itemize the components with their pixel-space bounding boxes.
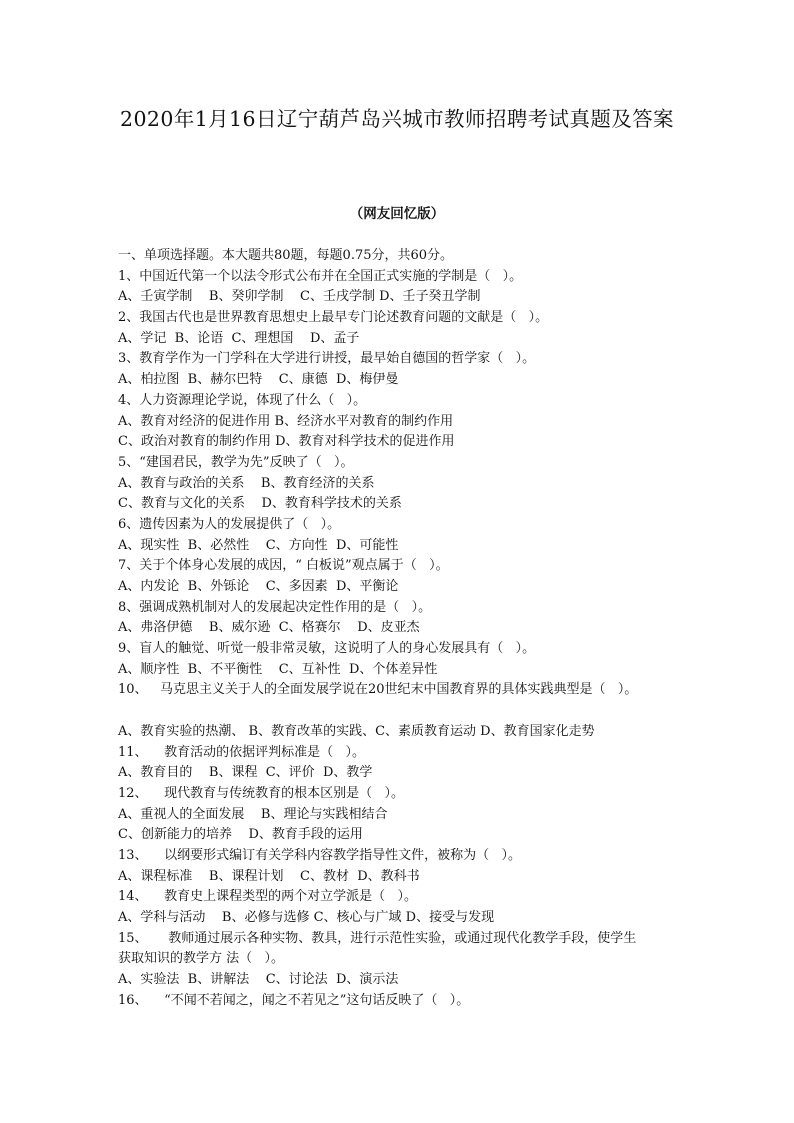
answer-options: A、学科与活动 B、必修与选修 C、核心与广域 D、接受与发现 xyxy=(118,910,495,925)
answer-options: A、教育目的 B、课程 C、评价 D、教学 xyxy=(118,765,373,781)
question-text: 5、“建国君民，教学为先”反映了（ ）。 xyxy=(118,454,354,470)
question-text: 9、盲人的触觉、听觉一般非常灵敏，这说明了人的身心发展具有（ ）。 xyxy=(118,641,536,657)
question-text: 获取知识的教学方 法（ ）。 xyxy=(118,951,285,967)
question-text: 15、 教师通过展示各种实物、教具，进行示范性实验，或通过现代化教学手段，使学生 xyxy=(118,930,637,946)
answer-options: A、壬寅学制 B、癸卯学制 C、壬戌学制 D、壬子癸丑学制 xyxy=(118,289,481,305)
question-list xyxy=(118,246,698,1011)
answer-options: A、课程标准 B、课程计划 C、教材 D、教科书 xyxy=(118,868,420,884)
answer-options: A、现实性 B、必然性 C、方向性 D、可能性 xyxy=(118,537,399,553)
document-subtitle: （网友回忆版） xyxy=(349,206,445,222)
answer-options: A、重视人的全面发展 B、理论与实践相结合 xyxy=(118,806,388,822)
question-text: 1、中国近代第一个以法令形式公布并在全国正式实施的学制是（ ）。 xyxy=(118,268,523,284)
question-text: 6、遗传因素为人的发展提供了（ ）。 xyxy=(118,516,341,532)
answer-options: A、实验法 B、讲解法 C、讨论法 D、演示法 xyxy=(118,972,399,988)
question-text: 8、强调成熟机制对人的发展起决定性作用的是（ ）。 xyxy=(118,599,432,615)
question-text: 16、 “不闻不若闻之，闻之不若见之”这句话反映了（ ）。 xyxy=(118,992,470,1008)
answer-options: A、教育实验的热潮、 B、教育改革的实践、C、素质教育运动 D、教育国家化走势 xyxy=(118,723,595,739)
answer-options: A、弗洛伊德 B、威尔逊 C、格赛尔 D、皮亚杰 xyxy=(118,620,420,636)
answer-options: A、柏拉图 B、赫尔巴特 C、康德 D、梅伊曼 xyxy=(118,372,399,388)
answer-options: A、内发论 B、外铄论 C、多因素 D、平衡论 xyxy=(118,579,399,594)
answer-options: A、学记 B、论语 C、理想国 D、孟子 xyxy=(118,330,360,346)
question-text: 3、教育学作为一门学科在大学进行讲授，最早始自德国的哲学家（ ）。 xyxy=(118,351,536,367)
question-text: 7、关于个体身心发展的成因，“ 白板说”观点属于（ ）。 xyxy=(118,558,449,574)
blank-line xyxy=(118,701,698,722)
question-text: 14、 教育史上课程类型的两个对立学派是（ ）。 xyxy=(118,889,417,905)
question-text: 2、我国古代也是世界教育思想史上最早专门论述教育问题的文献是（ ）。 xyxy=(118,310,549,326)
document-title: 2020年1月16日辽宁葫芦岛兴城市教师招聘考试真题及答案 xyxy=(120,107,674,131)
answer-options: A、教育对经济的促进作用 B、经济水平对教育的制约作用 xyxy=(118,413,454,429)
question-text: 11、 教育活动的依据评判标准是（ ）。 xyxy=(118,744,365,760)
question-text: 12、 现代教育与传统教育的根本区别是（ ）。 xyxy=(118,785,404,801)
section-heading: 一、单项选择题。本大题共80题，每题0.75分，共60分。 xyxy=(118,248,454,263)
answer-options: A、顺序性 B、不平衡性 C、互补性 D、个体差异性 xyxy=(118,661,438,677)
answer-options: C、创新能力的培养 D、教育手段的运用 xyxy=(118,827,363,843)
answer-options: C、教育与文化的关系 D、教育科学技术的关系 xyxy=(118,496,402,512)
question-text: 13、 以纲要形式编订有关学科内容教学指导性文件，被称为（ ）。 xyxy=(118,847,521,863)
question-text: 4、人力资源理论学说，体现了什么（ ）。 xyxy=(118,392,367,408)
answer-options: C、政治对教育的制约作用 D、教育对科学技术的促进作用 xyxy=(118,434,455,450)
answer-options: A、教育与政治的关系 B、教育经济的关系 xyxy=(118,475,375,491)
question-text: 10、 马克思主义关于人的全面发展学说在20世纪末中国教育界的具体实践典型是（ ）。 xyxy=(118,682,638,698)
